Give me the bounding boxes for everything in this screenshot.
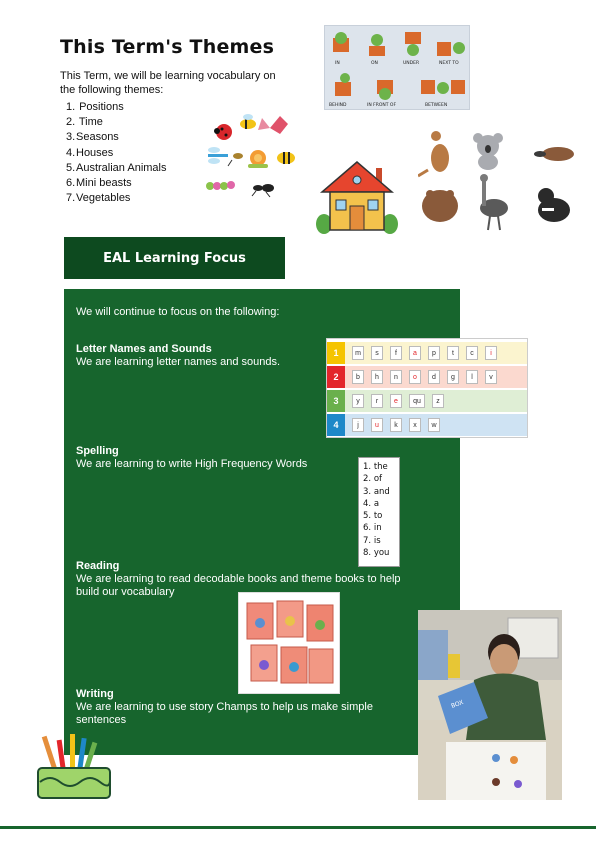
section-text-reading: We are learning to read decodable books and theme books to help build our vocabulary [76, 573, 401, 598]
row-number: 3 [327, 390, 345, 412]
letter-card: x [409, 418, 421, 432]
letter-card: b [352, 370, 364, 384]
prep-label: UNDER [403, 61, 420, 66]
student-face [490, 644, 518, 676]
list-item: 1. Positions [66, 101, 124, 113]
list-item: 3.Seasons [66, 131, 119, 144]
letter-card: a [409, 346, 421, 360]
letter-sounds-chart [326, 338, 528, 438]
section-heading-letters: Letter Names and Sounds [76, 343, 212, 355]
letter-card: h [371, 370, 383, 384]
dragonfly-icon [208, 147, 228, 164]
letter-card: n [390, 370, 402, 384]
svg-text:BOX: BOX [450, 699, 465, 710]
section-text-writing: We are learning to use story Champs to help us make simple sentences [76, 701, 373, 726]
list-item: 7. is [363, 535, 381, 546]
letter-row [327, 366, 527, 388]
row-number: 4 [327, 414, 345, 436]
tasmanian-devil-icon [538, 188, 570, 222]
footer-divider [0, 826, 596, 829]
list-item: 4.Houses [66, 146, 114, 159]
list-item: 1. the [363, 462, 388, 472]
caterpillar-icon [206, 181, 235, 190]
character-icon [315, 620, 325, 630]
letter-row [327, 342, 527, 364]
ant-icon [252, 184, 274, 197]
pencil-pot-illustration [34, 730, 116, 802]
letter-card: g [447, 370, 459, 384]
wombat-icon [422, 190, 458, 222]
letter-card: c [466, 346, 478, 360]
prep-label: BETWEEN [425, 103, 448, 108]
letter-card: d [428, 370, 440, 384]
australian-animals-illustration [418, 122, 583, 234]
list-item: 5.Australian Animals [66, 161, 167, 174]
section-text-letters: We are learning letter names and sounds. [76, 356, 281, 368]
letter-card: v [485, 370, 497, 384]
koala-icon [473, 133, 503, 170]
kangaroo-icon [418, 131, 449, 176]
list-item: 7.Vegetables [66, 192, 131, 205]
worksheet [446, 742, 546, 800]
prepositions-picture [324, 25, 470, 110]
prep-label: ON [371, 61, 378, 66]
mosquito-icon [228, 153, 243, 166]
letter-card: m [352, 346, 364, 360]
door-icon [350, 206, 364, 230]
list-item: 2. Time [66, 116, 103, 129]
letter-card: y [352, 394, 364, 408]
list-item: 2. of [363, 474, 383, 485]
row-number: 2 [327, 366, 345, 388]
decodable-books-image [238, 592, 340, 694]
section-text-spelling: We are learning to write High Frequency Words [76, 458, 308, 470]
pot-icon [38, 768, 110, 798]
bee-icon [240, 114, 256, 129]
platypus-icon [534, 147, 574, 161]
letter-card: t [447, 346, 459, 360]
emu-icon [480, 174, 508, 230]
prep-label: IN FRONT OF [367, 103, 397, 108]
window-icon [353, 176, 361, 184]
classroom-shelf [418, 630, 448, 680]
letter-card: p [428, 346, 440, 360]
list-item: 3. and [363, 486, 390, 497]
letter-card: k [390, 418, 402, 432]
letter-card: u [371, 418, 383, 432]
list-item: 4. a [363, 498, 380, 509]
eal-intro: We will continue to focus on the following: [76, 306, 280, 318]
character-icon [285, 616, 295, 626]
letter-card: l [466, 370, 478, 384]
letter-card: r [371, 394, 383, 408]
prepositions-illustration [325, 26, 471, 111]
row-number: 1 [327, 342, 345, 364]
intro-text: This Term, we will be learning vocabulary on the following themes: [60, 70, 276, 96]
themes-list [66, 100, 167, 206]
letter-card: o [409, 370, 421, 384]
prep-label: BEHIND [329, 103, 347, 108]
letter-card: w [428, 418, 440, 432]
letter-card: qu [409, 394, 425, 408]
character-icon [255, 618, 265, 628]
pencil-icon [42, 734, 98, 770]
letter-row [327, 390, 527, 412]
page-title: This Term's Themes [60, 36, 275, 58]
box-icon [333, 32, 465, 100]
eal-focus-header: EAL Learning Focus [64, 237, 285, 279]
butterfly-icon [258, 116, 288, 134]
student-reading-photo [418, 610, 562, 800]
house-illustration [316, 158, 398, 234]
section-heading-writing: Writing [76, 688, 114, 700]
minibeasts-illustration [200, 110, 300, 200]
window-icon [336, 200, 346, 210]
prep-label: NEXT TO [439, 61, 459, 66]
list-item: 8. you [363, 548, 390, 559]
letter-card: s [371, 346, 383, 360]
list-item: 5. to [363, 511, 383, 522]
snail-icon [248, 150, 268, 168]
letter-row [327, 414, 527, 436]
letter-card: z [432, 394, 444, 408]
letter-card: f [390, 346, 402, 360]
list-item: 6.Mini beasts [66, 177, 132, 190]
list-item: 6. in [363, 523, 382, 534]
bee-icon [277, 152, 295, 164]
window-icon [368, 200, 378, 210]
prep-label: IN [335, 61, 340, 66]
character-icon [289, 662, 299, 672]
book-icon [247, 601, 333, 683]
section-heading-reading: Reading [76, 560, 120, 572]
ladybug-icon [214, 124, 232, 140]
section-heading-spelling: Spelling [76, 445, 119, 457]
letter-card: j [352, 418, 364, 432]
letter-card: e [390, 394, 402, 408]
high-frequency-words-list [358, 457, 400, 567]
letter-card: i [485, 346, 497, 360]
character-icon [259, 660, 269, 670]
